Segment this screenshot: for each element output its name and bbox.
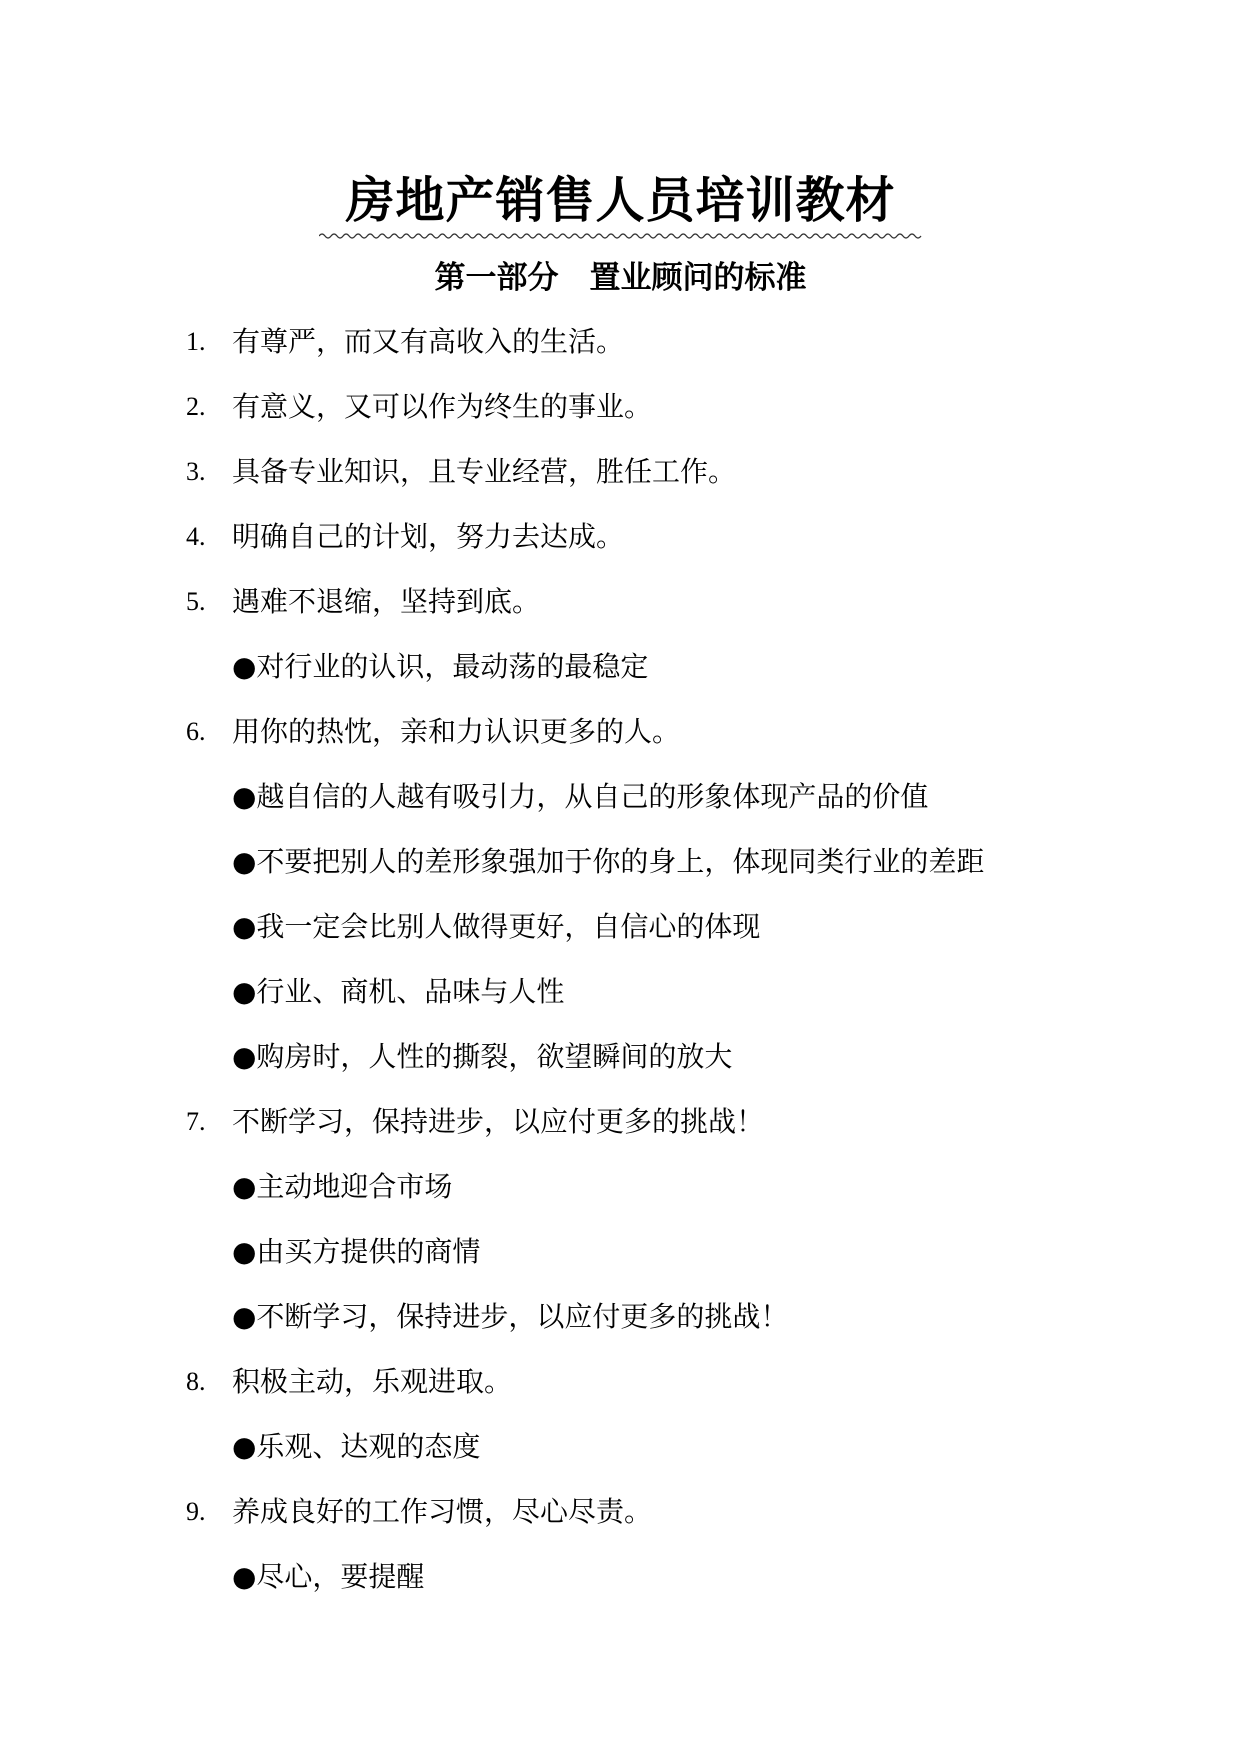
bullet-item bbox=[0, 907, 1241, 972]
item-number: 5. bbox=[186, 587, 206, 616]
bullet-text: ●不断学习，保持进步，以应付更多的挑战！ bbox=[232, 1300, 789, 1333]
document-title bbox=[319, 170, 921, 234]
bullet-text: ●我一定会比别人做得更好，自信心的体现 bbox=[232, 910, 761, 943]
title-area bbox=[0, 170, 1241, 234]
bullet-text: ●购房时，人性的撕裂，欲望瞬间的放大 bbox=[232, 1040, 733, 1073]
bullet-item bbox=[0, 1167, 1241, 1232]
numbered-item bbox=[0, 1492, 1241, 1557]
bullet-item bbox=[0, 647, 1241, 712]
document-title-text: 房地产销售人员培训教材 bbox=[345, 171, 896, 229]
bullet-item bbox=[0, 777, 1241, 842]
bullet-text: ●乐观、达观的态度 bbox=[232, 1430, 481, 1463]
item-text: 明确自己的计划，努力去达成。 bbox=[232, 520, 625, 553]
numbered-item bbox=[0, 1102, 1241, 1167]
content-list bbox=[0, 322, 1241, 1622]
bullet-item bbox=[0, 1232, 1241, 1297]
item-text: 遇难不退缩，坚持到底。 bbox=[232, 585, 541, 618]
bullet-text: ●行业、商机、品味与人性 bbox=[232, 975, 565, 1008]
numbered-item bbox=[0, 517, 1241, 582]
numbered-item bbox=[0, 452, 1241, 517]
numbered-item bbox=[0, 387, 1241, 452]
item-text: 用你的热忱，亲和力认识更多的人。 bbox=[232, 715, 681, 748]
item-text: 不断学习，保持进步，以应付更多的挑战！ bbox=[232, 1105, 765, 1138]
item-number: 1. bbox=[186, 327, 206, 356]
item-number: 8. bbox=[186, 1367, 206, 1396]
bullet-item bbox=[0, 842, 1241, 907]
bullet-text: ●不要把别人的差形象强加于你的身上，体现同类行业的差距 bbox=[232, 845, 985, 878]
numbered-item bbox=[0, 322, 1241, 387]
numbered-item bbox=[0, 712, 1241, 777]
bullet-text: ●尽心，要提醒 bbox=[232, 1560, 425, 1593]
bullet-item bbox=[0, 1427, 1241, 1492]
item-text: 养成良好的工作习惯，尽心尽责。 bbox=[232, 1495, 653, 1528]
item-text: 有尊严，而又有高收入的生活。 bbox=[232, 325, 625, 358]
bullet-text: ●主动地迎合市场 bbox=[232, 1170, 453, 1203]
bullet-text: ●越自信的人越有吸引力，从自己的形象体现产品的价值 bbox=[232, 780, 929, 813]
bullet-text: ●对行业的认识，最动荡的最稳定 bbox=[232, 650, 649, 683]
bullet-item bbox=[0, 1037, 1241, 1102]
item-number: 3. bbox=[186, 457, 206, 486]
item-text: 积极主动，乐观进取。 bbox=[232, 1365, 513, 1398]
item-number: 9. bbox=[186, 1497, 206, 1526]
item-number: 6. bbox=[186, 717, 206, 746]
numbered-item bbox=[0, 1362, 1241, 1427]
bullet-text: ●由买方提供的商情 bbox=[232, 1235, 481, 1268]
item-number: 7. bbox=[186, 1107, 206, 1136]
bullet-item bbox=[0, 1297, 1241, 1362]
item-text: 有意义，又可以作为终生的事业。 bbox=[232, 390, 653, 423]
item-number: 4. bbox=[186, 522, 206, 551]
bullet-item bbox=[0, 1557, 1241, 1622]
wavy-underline bbox=[319, 232, 921, 240]
section-title: 第一部分 置业顾问的标准 bbox=[434, 260, 807, 296]
numbered-item bbox=[0, 582, 1241, 647]
bullet-item bbox=[0, 972, 1241, 1037]
item-number: 2. bbox=[186, 392, 206, 421]
item-text: 具备专业知识，且专业经营，胜任工作。 bbox=[232, 455, 737, 488]
